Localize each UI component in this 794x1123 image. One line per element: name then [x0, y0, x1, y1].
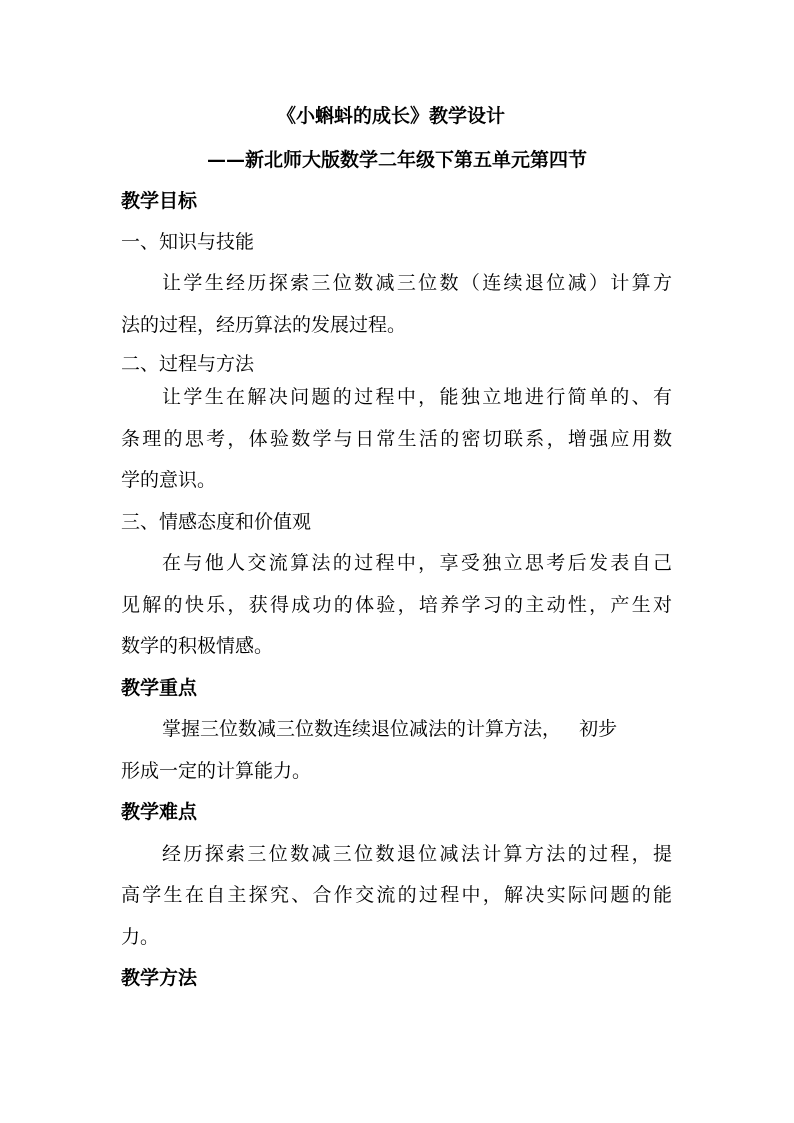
paragraph-line: 让学生经历探索三位数减三位数（连续退位减）计算方 — [162, 272, 672, 294]
section-heading-process: 二、过程与方法 — [121, 353, 255, 375]
paragraph-line: 掌握三位数减三位数连续退位减法的计算方法， 初步 — [162, 718, 618, 740]
paragraph-line: 形成一定的计算能力。 — [121, 760, 312, 782]
heading-methods: 教学方法 — [121, 967, 198, 989]
section-heading-knowledge: 一、知识与技能 — [121, 231, 255, 253]
section-heading-emotion: 三、情感态度和价值观 — [121, 511, 312, 533]
paragraph-line: 学的意识。 — [121, 469, 217, 491]
paragraph-line: 在与他人交流算法的过程中，享受独立思考后发表自己 — [162, 552, 672, 574]
paragraph-line: 让学生在解决问题的过程中，能独立地进行简单的、有 — [162, 386, 672, 408]
paragraph-line: 见解的快乐，获得成功的体验，培养学习的主动性，产生对 — [121, 594, 672, 616]
heading-goals: 教学目标 — [121, 190, 198, 212]
paragraph-line: 法的过程，经历算法的发展过程。 — [121, 314, 407, 336]
paragraph-line: 高学生在自主探究、合作交流的过程中，解决实际问题的能 — [121, 884, 672, 906]
paragraph-line: 经历探索三位数减三位数退位减法计算方法的过程，提 — [162, 843, 672, 865]
document-title: 《小蝌蚪的成长》教学设计 — [277, 105, 506, 127]
document-subtitle: ——新北师大版数学二年级下第五单元第四节 — [207, 149, 588, 171]
paragraph-line: 条理的思考，体验数学与日常生活的密切联系，增强应用数 — [121, 428, 672, 450]
paragraph-line: 力。 — [121, 926, 160, 948]
heading-key-points: 教学重点 — [121, 677, 198, 699]
paragraph-line: 数学的积极情感。 — [121, 635, 274, 657]
heading-difficulties: 教学难点 — [121, 801, 198, 823]
